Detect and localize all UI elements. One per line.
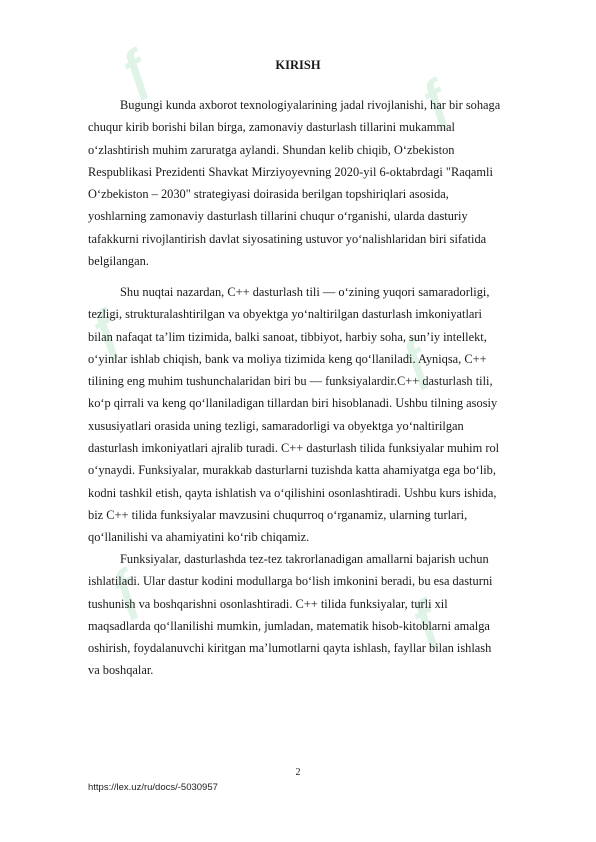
text-line: Oʻzbekiston – 2030" strategiyasi doirasida berilgan topshiriqlari asosida, [88,187,449,202]
text-line: xususiyatlari orasida uning tezligi, samaradorligi va obyektga yoʻnaltirilgan [88,418,464,433]
text-line: va boshqalar. [88,663,154,678]
text-line: dasturlash imkoniyatlari ajralib turadi. C++ dasturlash tilida funksiyalar muhim rol [88,441,500,456]
text-line: belgilangan. [88,254,149,269]
paragraph-intro [88,94,560,272]
page-number: 2 [295,767,301,778]
text-line: maqsadlarda qoʻllanilishi mumkin, jumladan, matematik hisob-kitoblarni amalga [88,618,490,633]
watermark-logo: ƒ [77,297,134,365]
text-line: tezligi, strukturalashtirilgan va obyektga yoʻnaltirilgan dasturlash imkoniyatlari [88,307,482,322]
text-line: tushunish va boshqarishni osonlashtiradi. C++ tilida funksiyalar, turli xil [88,596,448,611]
watermark-logo: ƒ [387,327,444,395]
text-line: oʻzlashtirish muhim zaruratga aylandi. Shundan kelib chiqib, Oʻzbekiston [88,142,455,157]
text-line: bilan nafaqat ta’lim tizimida, balki sanoat, tibbiyot, harbiy soha, sun’iy intellekt, [88,329,487,344]
text-line: oʻynaydi. Funksiyalar, murakkab dasturlarni tuzishda katta ahamiyatga ega boʻlib, [88,463,496,478]
text-line: tilining eng muhim tushunchalaridan biri bu — funksiyalardir.C++ dasturlash tili, [88,374,493,389]
text-line: kodni tashkil etish, qayta ishlatish va oʻqilishini osonlashtiradi. Ushbu kurs ishida, [88,485,497,500]
text-line: tafakkurni rivojlantirish davlat siyosatining ustuvor yoʻnalishlaridan biri sifatida [88,231,487,246]
watermark-logo: ƒ [397,587,454,655]
text-line: Funksiyalar, dasturlashda tez-tez takrorlanadigan amallarni bajarish uchun [120,552,489,566]
footer-url[interactable]: https://lex.uz/ru/docs/-5030957 [88,782,218,793]
text-line: koʻp qirrali va keng qoʻllaniladigan tillardan biri hisoblanadi. Ushbu tilning asosiy [88,396,498,411]
text-line: Bugungi kunda axborot texnologiyalarining jadal rivojlanishi, har bir sohaga [120,98,501,112]
section-title: KIRISH [275,58,321,72]
watermark-logo: ƒ [97,557,154,625]
text-line: biz C++ tilida funksiyalar mavzusini chuqurroq oʻrganamiz, ularning turlari, [88,507,468,522]
text-line: Shu nuqtai nazardan, C++ dasturlash tili — oʻzining yuqori samaradorligi, [120,285,490,299]
text-line: ishlatiladi. Ular dastur kodini modullarga boʻlish imkonini beradi, bu esa dasturni [88,574,493,589]
paragraph-functions [88,548,560,682]
text-line: chuqur kirib borishi bilan birga, zamonaviy dasturlash tillarini mukammal [88,120,455,135]
paragraph-cpp [88,281,560,549]
text-line: oshirish, foydalanuvchi kiritgan ma’lumotlarni qayta ishlash, fayllar bilan ishlash [88,641,492,656]
text-line: yoshlarning zamonaviy dasturlash tillarini chuqur oʻrganishi, ularda dasturiy [88,209,468,224]
watermark-logo: ƒ [407,67,464,135]
text-line: oʻyinlar ishlab chiqish, bank va moliya tizimida keng qoʻllaniladi. Ayniqsa, C++ [88,351,487,366]
text-line: Respublikasi Prezidenti Shavkat Mirziyoyevning 2020-yil 6-oktabrdagi "Raqamli [88,164,493,179]
watermark-logo: ƒ [107,37,164,105]
text-line: qoʻllanilishi va ahamiyatini koʻrib chiqamiz. [88,530,310,545]
